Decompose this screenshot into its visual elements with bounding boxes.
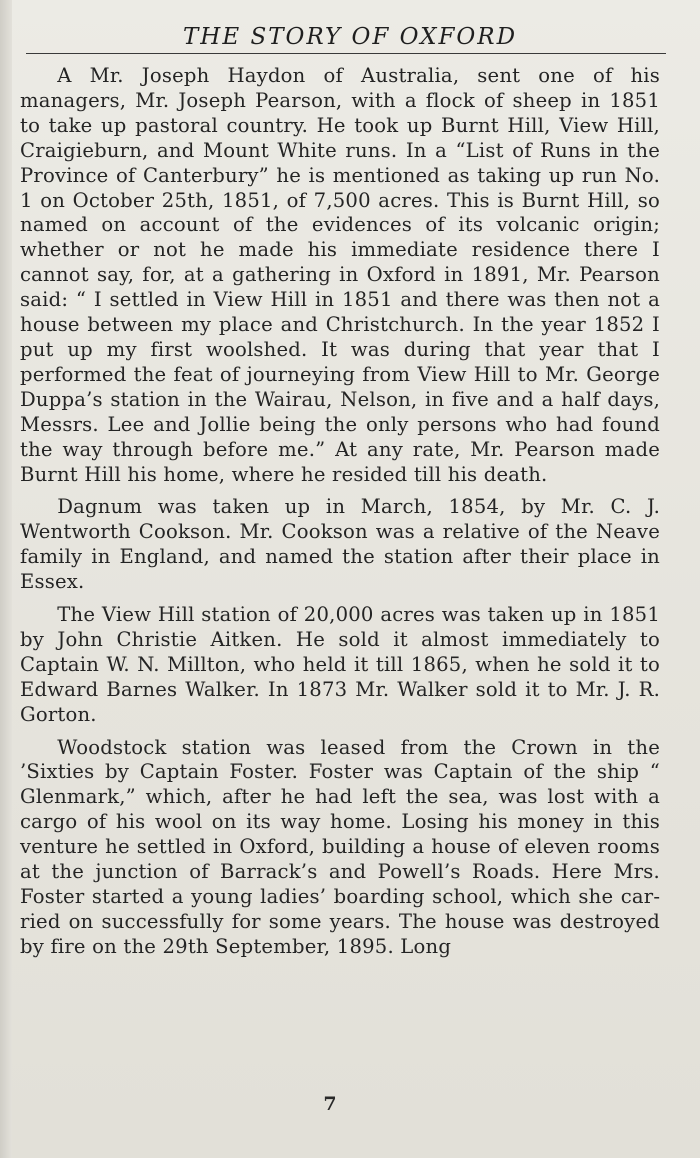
page-number: 7	[323, 1093, 337, 1115]
paragraph-haydon-pearson: A Mr. Joseph Haydon of Australia, sent one of his managers, Mr. Joseph Pearson, with a flock of sheep in 1851 to take up pastoral country. He took up Burnt Hill, View Hill, Craigieburn, and Mount White runs. In a “List of Runs in the Province of Canterbury” he is mentioned as taking up run No. 1 on October 25th, 1851, of 7,500 acres. This is Burnt Hill, so named on account of the evidences of its volcanic origin; whether or not he made his immediate residence there I cannot say, for, at a gathering in Oxford in 1891, Mr. Pearson said: “ I settled in View Hill in 1851 and there was then not a house between my place and Christchurch. In the year 1852 I put up my first woolshed. It was during that year that I performed the feat of journeying from View Hill to Mr. George Duppa’s station in the Wairau, Nelson, in five and a half days, Messrs. Lee and Jollie being the only persons who had found the way through before me.” At any rate, Mr. Pearson made Burnt Hill his home, where he resided till his death.	[20, 64, 660, 486]
paragraph-dagnum: Dagnum was taken up in March, 1854, by Mr. C. J. Wentworth Cookson. Mr. Cookson was a relative of the Neave family in England, and named the station after their place in Essex.	[20, 495, 660, 594]
page-edge-shadow	[0, 0, 12, 1158]
body-text	[20, 64, 660, 968]
paragraph-view-hill: The View Hill station of 20,000 acres was taken up in 1851 by John Christie Aitken. He sold it almost immediately to Captain W. N. Millton, who held it till 1865, when he sold it to Edward Barnes Walker. In 1873 Mr. Walker sold it to Mr. J. R. Gorton.	[20, 603, 660, 726]
header-rule	[26, 53, 666, 54]
paragraph-woodstock: Woodstock station was leased from the Crown in the ’Sixties by Captain Foster. Foster was Captain of the ship “ Glenmark,” which, after he had left the sea, was lost with a cargo of his wool on its way home. Losing his money in this venture he settled in Oxford, building a house of eleven rooms at the junction of Barrack’s and Powell’s Roads. Here Mrs. Foster started a young ladies’ boarding school, which she carried on successfully for some years. The house was destroyed by fire on the 29th September, 1895. Long	[20, 735, 660, 958]
running-head: THE STORY OF OXFORD	[182, 24, 518, 50]
